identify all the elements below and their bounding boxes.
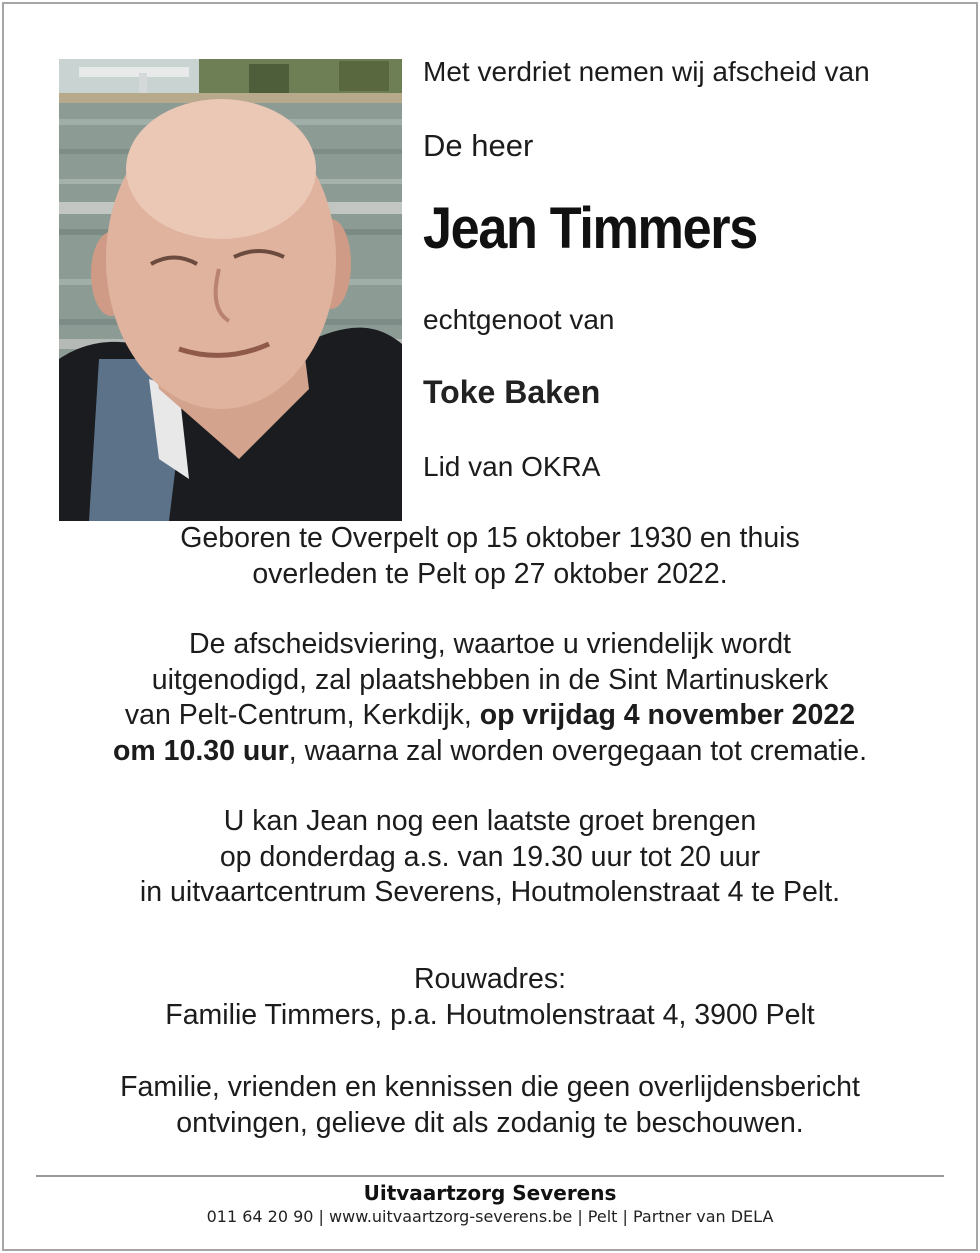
condolence-address [40,962,940,1033]
spouse-label: echtgenoot van [423,304,615,335]
membership: Lid van OKRA [423,451,601,482]
ceremony-line [40,734,940,770]
visitation-line: op donderdag a.s. van 19.30 uur tot 20 uur [219,840,761,873]
notice-line: ontvingen, gelieve dit als zodanig te beschouwen. [176,1106,804,1139]
condolence-address-line: Familie Timmers, p.a. Houtmolenstraat 4, 3900 Pelt [165,998,815,1031]
condolence-label: Rouwadres: [413,963,567,995]
ceremony-date: op vrijdag 4 november 2022 [479,699,856,731]
ceremony-paragraph [40,627,940,769]
notice-paragraph [40,1070,940,1141]
ceremony-line: uitgenodigd, zal plaatshebben in de Sint Martinuskerk [151,663,829,696]
birth-death-line: Geboren te Overpelt op 15 oktober 1930 en thuis [180,522,800,554]
spouse-name: Toke Baken [423,374,601,410]
visitation-paragraph [40,804,940,911]
portrait-photo [59,59,402,521]
intro-text: Met verdriet nemen wij afscheid van [423,56,870,87]
ceremony-location: van Pelt-Centrum, Kerkdijk, [124,699,480,731]
birth-death-line: overleden te Pelt op 27 oktober 2022. [252,557,728,590]
notice-line: Familie, vrienden en kennissen die geen overlijdensbericht [120,1071,860,1103]
birth-death-paragraph [40,521,940,592]
ceremony-line [40,698,940,734]
ceremony-line: De afscheidsviering, waartoe u vriendelijk wordt [189,628,791,660]
funeral-home-name: Uitvaartzorg Severens [363,1181,617,1205]
visitation-line: in uitvaartcentrum Severens, Houtmolenstraat 4 te Pelt. [139,876,841,908]
honorific: De heer [423,128,534,163]
ceremony-time: om 10.30 uur [112,734,289,767]
deceased-name: Jean Timmers [423,196,757,261]
ceremony-cremation: , waarna zal worden overgegaan tot crematie. [288,734,868,767]
footer-divider [36,1175,944,1177]
visitation-line: U kan Jean nog een laatste groet brengen [223,805,757,837]
funeral-home-contact: 011 64 20 90 | www.uitvaartzorg-severens.be | Pelt | Partner van DELA [206,1207,774,1226]
